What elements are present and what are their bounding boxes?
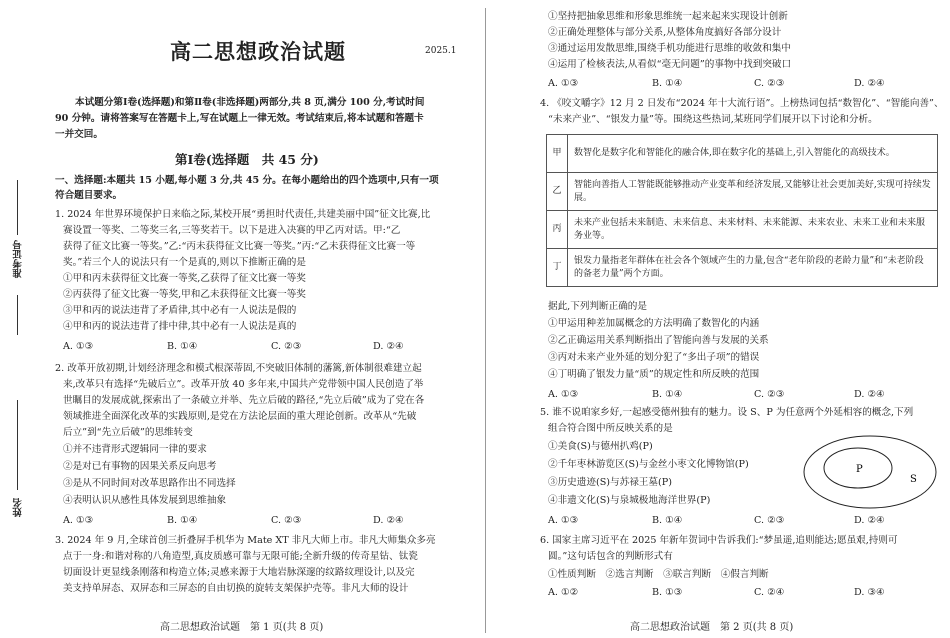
option-a[interactable]: A. ①③ — [548, 389, 579, 400]
q5-statement: ①美食(S)与德州扒鸡(P) — [548, 441, 653, 452]
q3-statement: ①坚持把抽象思维和形象思维统一起来起来实现设计创新 — [548, 11, 788, 22]
q1-statement: ①甲和丙未获得征文比赛一等奖,乙获得了征文比赛一等奖 — [63, 273, 306, 284]
table-row — [547, 135, 938, 173]
q1-stem: 赛设置一等奖、二等奖三名,三等奖若干。以下是进入决赛的甲乙丙对话。甲:“乙 — [63, 225, 401, 236]
q4-statement: ④丁明确了银发力量“质”的规定性和所反映的范围 — [548, 369, 760, 380]
option-c[interactable]: C. ②④ — [754, 587, 785, 598]
section-intro: 一、选择题:本题共 15 小题,每小题 3 分,共 45 分。在每小题给出的四个选项中,只有一项 — [55, 175, 439, 186]
table-cell: 数智化是数字化和智能化的融合体,即在数字化的基础上,引入智能化的高级技术。 — [568, 135, 938, 173]
table-cell: 智能向善指人工智能既能够推动产业变革和经济发展,又能够让社会更加美好,实现可持续发展。 — [568, 173, 938, 211]
q4-statement: ①甲运用种差加属概念的方法明确了数智化的内涵 — [548, 318, 760, 329]
exam-id-line — [17, 180, 18, 235]
q4-stem: 4. 《咬文嚼字》12 月 2 日发布“2024 年十大流行语”。上榜热词包括“数智化”、“智能向善”、 — [540, 98, 944, 109]
q1-stem: 奖。”若三个人的说法只有一个是真的,则以下推断正确的是 — [63, 257, 306, 268]
option-b[interactable]: B. ①④ — [652, 78, 683, 89]
option-b[interactable]: B. ①④ — [167, 341, 198, 352]
q4-stem: “未来产业”、“银发力量”等。围绕这些热词,某班同学们展开以下讨论和分析。 — [548, 114, 878, 125]
option-c[interactable]: C. ②③ — [754, 515, 785, 526]
table-key: 甲 — [547, 135, 568, 173]
q1-stem: 获得了征文比赛一等奖。”乙:“丙未获得征文比赛一等奖。”丙:“乙未获得征文比赛一等 — [63, 241, 416, 252]
q5-statement: ④非遗文化(S)与泉城极地海洋世界(P) — [548, 495, 711, 506]
venn-label-p: P — [856, 464, 863, 475]
q4-statement: ②乙正确运用关系判断指出了智能向善与发展的关系 — [548, 335, 769, 346]
q4-table — [546, 134, 938, 287]
q2-stem: 世瞩目的发展成就,探索出了一条破立并举、先立后破的路径,“先立后破”成为了党在各 — [63, 395, 425, 406]
option-d[interactable]: D. ②④ — [373, 341, 404, 352]
q2-stem: 领域推进全面深化改革的实践原则,是党在方法论层面的重大理论创新。改革从“先破 — [63, 411, 417, 422]
page-divider — [485, 8, 486, 633]
q2-statement: ②是对已有事物的因果关系反向思考 — [63, 461, 217, 472]
option-c[interactable]: C. ②③ — [271, 515, 302, 526]
q5-stem: 5. 谁不说咱家乡好,一起感受德州独有的魅力。设 S、P 为任意两个外延相容的概念,下列 — [540, 407, 914, 418]
q2-statement: ④表明认识从感性具体发展到思维抽象 — [63, 495, 227, 506]
q3-statement: ③通过运用发散思维,围绕手机功能进行思维的收敛和集中 — [548, 43, 791, 54]
option-b[interactable]: B. ①③ — [652, 587, 683, 598]
page-title: 高二思想政治试题 — [170, 39, 346, 64]
table-row — [547, 173, 938, 211]
name-line — [17, 400, 18, 490]
table-key: 丁 — [547, 249, 568, 287]
page-2 — [490, 0, 950, 638]
q3-statement: ②正确处理整体与部分关系,从整体角度搞好各部分设计 — [548, 27, 782, 38]
q1-statement: ③甲和丙的说法违背了矛盾律,其中必有一人说法是假的 — [63, 305, 297, 316]
q6-stem: 圆。”这句话包含的判断形式有 — [548, 551, 673, 562]
q5-statement: ②千年枣林游览区(S)与金丝小枣文化博物馆(P) — [548, 459, 749, 470]
section-intro: 符合题目要求。 — [55, 190, 123, 201]
q6-statement: ①性质判断 ②选言判断 ③联言判断 ④假言判断 — [548, 569, 769, 580]
option-c[interactable]: C. ②③ — [754, 78, 785, 89]
option-b[interactable]: B. ①④ — [167, 515, 198, 526]
q2-stem: 2. 改革开放初期,计划经济理念和模式根深蒂固,不突破旧体制的藩篱,新体制很难建立起 — [55, 363, 422, 374]
q3-stem: 3. 2024 年 9 月,全球首创三折叠屏手机华为 Mate XT 非凡大师上市。非凡大师集众多亮 — [55, 535, 436, 546]
q4-statement: ③丙对未来产业外延的划分犯了“多出子项”的错误 — [548, 352, 760, 363]
page-footer: 高二思想政治试题 第 2 页(共 8 页) — [630, 622, 794, 633]
instruction-line: 一并交回。 — [55, 129, 103, 140]
page-footer: 高二思想政治试题 第 1 页(共 8 页) — [160, 622, 324, 633]
section-title: 第Ⅰ卷(选择题 共 45 分) — [175, 152, 319, 167]
exam-date: 2025.1 — [425, 46, 457, 56]
instruction-line: 90 分钟。请将答案写在答题卡上,写在试题上一律无效。考试结束后,将本试题和答题卡 — [55, 113, 424, 124]
option-d[interactable]: D. ②④ — [373, 515, 404, 526]
option-c[interactable]: C. ②③ — [271, 341, 302, 352]
name-label: 姓名 — [13, 498, 24, 517]
exam-id-line-lower — [17, 295, 18, 335]
table-cell: 未来产业包括未来制造、未来信息、未来材料、未来能源、未来农业、未来工业和未来服务业等。 — [568, 211, 938, 249]
q3-statement: ④运用了检核表法,从看似“毫无问题”的事物中找到突破口 — [548, 59, 792, 70]
venn-diagram — [800, 432, 940, 512]
outer-ellipse — [804, 436, 936, 508]
q4-prompt: 据此,下列判断正确的是 — [548, 301, 647, 312]
option-b[interactable]: B. ①④ — [652, 515, 683, 526]
option-c[interactable]: C. ②③ — [754, 389, 785, 400]
q3-stem: 美支持单屏态、双屏态和三屏态的自由切换的旋转支架保护壳等。非凡大师的设计 — [63, 583, 409, 594]
option-a[interactable]: A. ①③ — [63, 341, 94, 352]
option-d[interactable]: D. ②④ — [854, 515, 885, 526]
q1-stem: 1. 2024 年世界环境保护日来临之际,某校开展“勇担时代责任,共建美丽中国”征文比赛,比 — [55, 209, 431, 220]
table-row — [547, 211, 938, 249]
venn-label-s: S — [910, 474, 917, 485]
option-a[interactable]: A. ①③ — [548, 78, 579, 89]
q5-statement: ③历史遗迹(S)与苏禄王墓(P) — [548, 477, 672, 488]
q6-stem: 6. 国家主席习近平在 2025 年新年贺词中告诉我们:“梦虽遥,追则能达;愿虽艰,持则可 — [540, 535, 898, 546]
q2-stem: 来,改革只有选择“先破后立”。改革开放 40 多年来,中国共产党带领中国人民创造了举 — [63, 379, 424, 390]
exam-id-label: 准考证号 — [13, 240, 24, 278]
q3-stem: 切面设计更显线条刚落和构造立体;灵感来源于大地岩脉深邃的纹路纹理设计,以及完 — [63, 567, 415, 578]
q2-stem: 后立”到“先立后破”的思维转变 — [63, 427, 193, 438]
q1-statement: ②丙获得了征文比赛一等奖,甲和乙未获得征文比赛一等奖 — [63, 289, 306, 300]
option-a[interactable]: A. ①③ — [548, 515, 579, 526]
option-a[interactable]: A. ①② — [548, 587, 579, 598]
option-d[interactable]: D. ③④ — [854, 587, 885, 598]
q1-statement: ④甲和丙的说法违背了排中律,其中必有一人说法是真的 — [63, 321, 297, 332]
option-d[interactable]: D. ②④ — [854, 389, 885, 400]
table-key: 乙 — [547, 173, 568, 211]
q2-statement: ③是从不同时间对改革思路作出不同选择 — [63, 478, 236, 489]
option-a[interactable]: A. ①③ — [63, 515, 94, 526]
table-cell: 银发力量指老年群体在社会各个领域产生的力量,包含“老年阶段的老龄力量”和“未老阶段的备老力量”两个方面。 — [568, 249, 938, 287]
table-key: 丙 — [547, 211, 568, 249]
option-d[interactable]: D. ②④ — [854, 78, 885, 89]
table-row — [547, 249, 938, 287]
option-b[interactable]: B. ①④ — [652, 389, 683, 400]
instruction-line: 本试题分第Ⅰ卷(选择题)和第Ⅱ卷(非选择题)两部分,共 8 页,满分 100 分,考试时间 — [75, 97, 425, 108]
q3-stem: 点于一身:和谐对称的八角造型,真皮质感可靠与无限可能;全新升级的传奇星钻、钛瓷 — [63, 551, 418, 562]
q2-statement: ①并不违背形式逻辑同一律的要求 — [63, 444, 207, 455]
q5-stem: 组合符合图中所反映关系的是 — [548, 423, 673, 434]
